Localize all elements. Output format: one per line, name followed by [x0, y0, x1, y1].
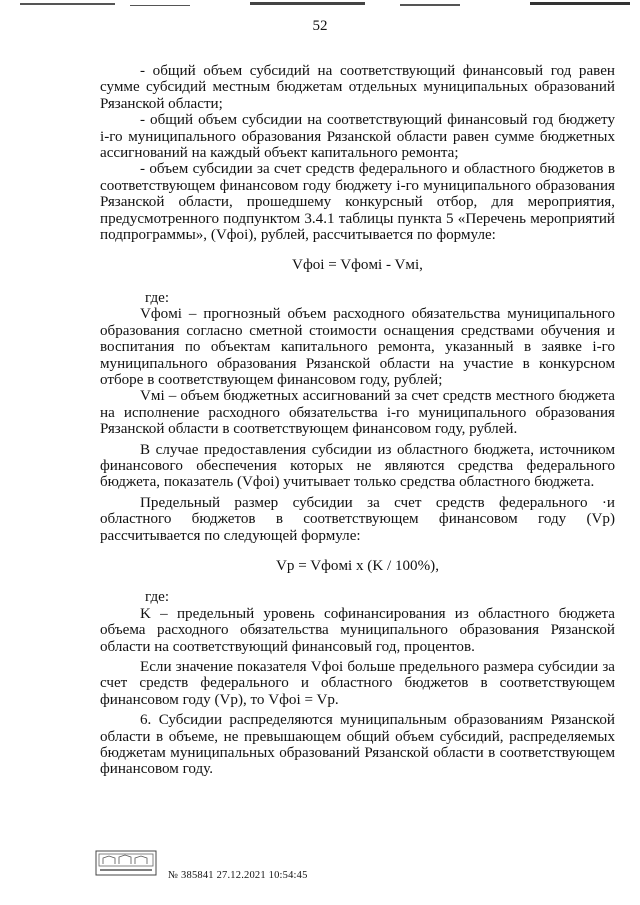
- definition-k: K – предельный уровень софинансирования из областного бюджета объема расходного обязательства муниципального образования Рязанской области на соответствующий финансовый год, процентов.: [100, 605, 615, 655]
- document-body: [100, 63, 615, 778]
- paragraph-subsidy-federal-regional: - объем субсидии за счет средств федерального и областного бюджетов в соответствующем финансовом году бюджету i-го муниципального образования Рязанской области, прошедшему конкурсный отбор, для мероприятия, предусмотренного подпунктом 3.4.1 таблицы пункта 5 «Перечень мероприятий подпрограммы», (Vфoi), рублей, рассчитывается по формуле:: [100, 161, 615, 244]
- paragraph-section-6: 6. Субсидии распределяются муниципальным образованиям Рязанской области в объеме, не превышающем общий объем субсидий, распределяемых бюджетам муниципальных образований Рязанской области в соответствующем финансовом году.: [100, 712, 615, 778]
- paragraph-regional-budget-case: В случае предоставления субсидии из областного бюджета, источником финансового обеспечения которых не являются средства федерального бюджета, показатель (Vфoi) учитывает только средства областного бюджета.: [100, 441, 615, 491]
- formula-vfoi: Vфoi = Vфoмi - Vмi,: [292, 257, 423, 274]
- definition-vmi: Vмi – объем бюджетных ассигнований за счет средств местного бюджета на исполнение расходного обязательства i-го муниципального образования Рязанской области в соответствующем финансовом году, рублей.: [100, 388, 615, 438]
- where-label-2: где:: [145, 589, 170, 606]
- scan-artifact: [0, 0, 640, 14]
- paragraph-max-subsidy: Предельный размер субсидии за счет средств федерального ·и областного бюджетов в соответствующем финансовом году (Vp) рассчитывается по следующей формуле:: [100, 494, 615, 544]
- paragraph-vfoi-limit: Если значение показателя Vфoi больше предельного размера субсидии за счет средств федерального и областного бюджетов в соответствующем финансовом году (Vp), то Vфoi = Vp.: [100, 659, 615, 708]
- formula-vp: Vp = Vфoмi x (K / 100%),: [276, 557, 439, 574]
- where-label: где:: [145, 289, 170, 306]
- paragraph-subsidy-total: - общий объем субсидий на соответствующий финансовый год равен сумме субсидий местным бюджетам отдельных муниципальных образований Рязанской области;: [100, 63, 615, 112]
- definition-vfomi: Vфoмi – прогнозный объем расходного обязательства муниципального образования согласно сметной стоимости оснащения средствами обучения и воспитания по объектам капитального ремонта, указанный в заявке i-го муниципального образования Рязанской области на участие в конкурсном отборе в соответствующем финансовом году, рублей;: [100, 306, 615, 388]
- page-number: 52: [312, 18, 328, 34]
- document-stamp-number: № 385841 27.12.2021 10:54:45: [168, 870, 308, 881]
- paragraph-subsidy-municipal: - общий объем субсидии на соответствующий финансовый год бюджету i-го муниципального образования Рязанской области равен сумме бюджетных ассигнований на каждый объект капитального ремонта;: [100, 112, 615, 162]
- document-registry-stamp-icon: [95, 850, 157, 876]
